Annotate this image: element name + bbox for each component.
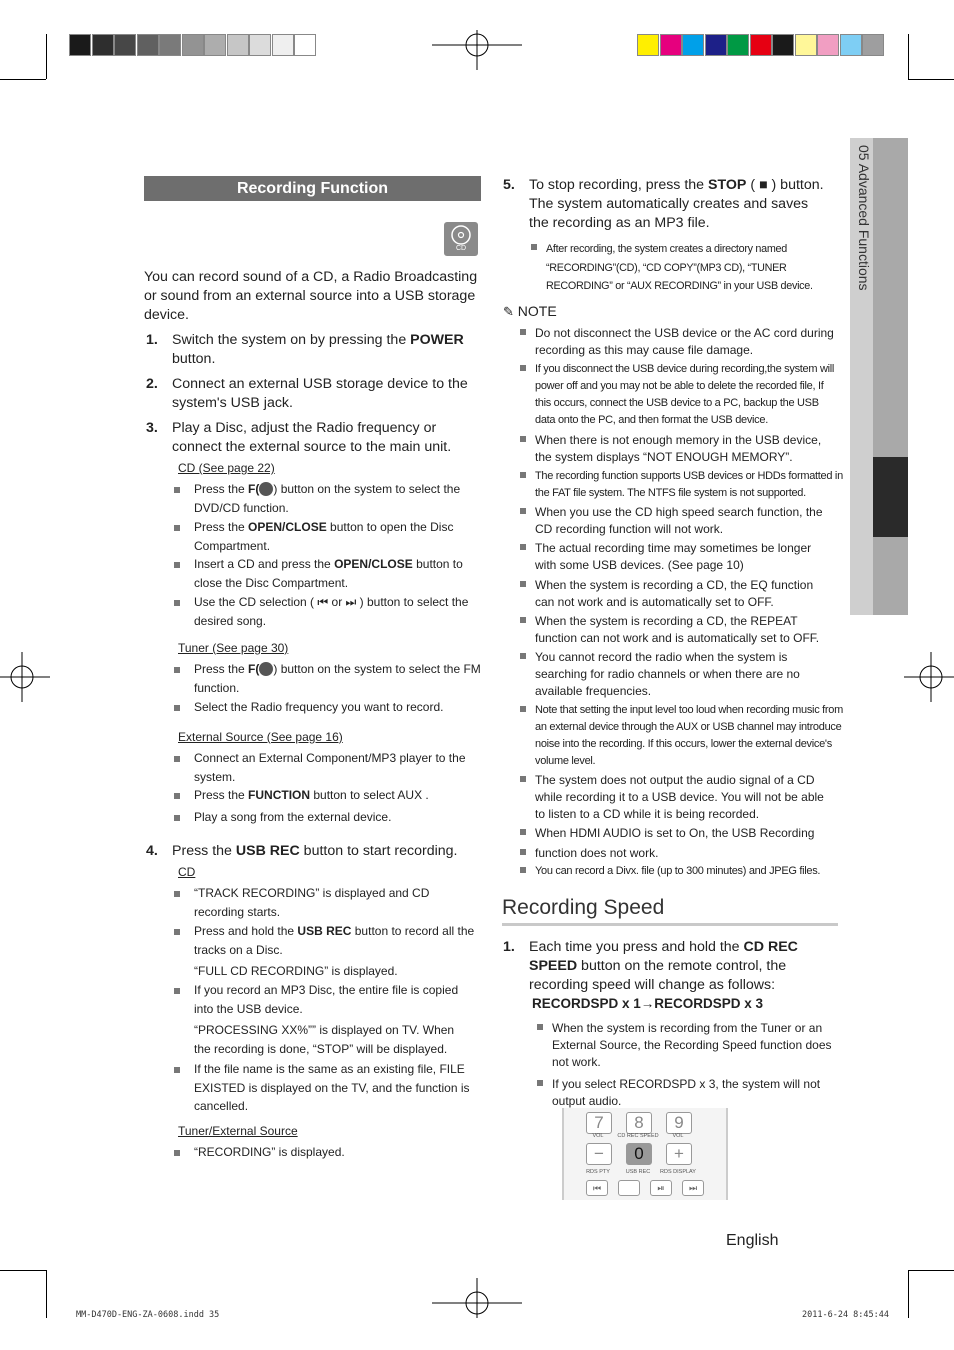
note-item: The system does not output the audio signal of a CD while recording it to a USB device. You will not be able to listen to a CD while it is being recorded. (535, 772, 835, 823)
color-swatch (114, 34, 136, 56)
list-item: If you record an MP3 Disc, the entire file is copied into the USB device. (194, 981, 480, 1018)
function-button-icon (259, 662, 273, 676)
remote-key: 0 (626, 1143, 652, 1165)
step-2 (146, 375, 477, 413)
step-1 (146, 331, 477, 369)
list-item-continuation: “FULL CD RECORDING” is displayed. (194, 964, 398, 978)
color-swatch (795, 34, 817, 56)
list-item: “TRACK RECORDING” is displayed and CD recording starts. (194, 884, 480, 921)
note-item: When there is not enough memory in the USB device, the system displays “NOT ENOUGH MEMORY”. (535, 432, 835, 466)
color-swatch (660, 34, 682, 56)
color-swatch (750, 34, 772, 56)
step4-tuner-heading: Tuner/External Source (178, 1124, 298, 1138)
remote-key-label: CD REC SPEED (617, 1133, 659, 1139)
remote-control-image (562, 1108, 728, 1200)
step-4: 4. Press the USB REC button to start recording. (146, 843, 458, 859)
list-item: If the file name is the same as an existing file, FILE EXISTED is displayed on the TV, and the function is cancelled. (194, 1060, 480, 1116)
remote-key: − (586, 1143, 612, 1165)
list-item: “RECORDING” is displayed. (194, 1143, 480, 1162)
color-swatch (772, 34, 794, 56)
pencil-icon: ✎ (503, 304, 514, 319)
list-item: Insert a CD and press the OPEN/CLOSE button to close the Disc Compartment. (194, 555, 480, 592)
remote-transport-key (618, 1180, 640, 1196)
note-title: NOTE (517, 303, 557, 319)
list-item: Connect an External Component/MP3 player to the system. (194, 749, 480, 786)
remote-transport-key: ⏮ (586, 1180, 608, 1196)
note-item: When you use the CD high speed search function, the CD recording function will not work. (535, 504, 835, 538)
language-label: English (726, 1232, 779, 1249)
remote-key: 7 (586, 1112, 612, 1134)
note-item: function does not work. (535, 845, 835, 862)
note-item: The recording function supports USB devices or HDDs formatted in the FAT file system. The NTFS file system is not supported. (535, 468, 843, 502)
note-item: Do not disconnect the USB device or the AC cord during recording as this may cause file damage. (535, 326, 834, 357)
note-item: You cannot record the radio when the system is searching for radio channels or when there are no available frequencies. (535, 649, 815, 700)
color-swatch (817, 34, 839, 56)
list-item: Press the FUNCTION button to select AUX . (194, 786, 480, 805)
step4-cd-heading: CD (178, 865, 196, 879)
registration-target-right (864, 632, 954, 722)
step-text: button. (172, 351, 216, 367)
list-item: Use the CD selection ( ⏮ or ⏭ ) button to select the desired song. (194, 593, 480, 630)
footer-timestamp: 2011-6-24 8:45:44 (802, 1310, 889, 1320)
external-section-heading: External Source (See page 16) (178, 730, 343, 744)
list-item-continuation: “PROCESSING XX%”” is displayed on TV. When the recording is done, “STOP” will be displayed. (194, 1023, 455, 1056)
color-swatch (840, 34, 862, 56)
color-swatch (92, 34, 114, 56)
list-item: Press the OPEN/CLOSE button to open the Disc Compartment. (194, 518, 480, 555)
note-item: When the system is recording a CD, the REPEAT function can not work and is automatically set to OFF. (535, 613, 835, 647)
remote-key-label: RDS PTY (586, 1169, 610, 1175)
color-swatch (272, 34, 294, 56)
remote-key-label: VOL (672, 1133, 684, 1139)
registration-target-bottom (432, 1258, 522, 1348)
remote-key: 8 (626, 1112, 652, 1134)
color-swatch (637, 34, 659, 56)
intro-paragraph: You can record sound of a CD, a Radio Broadcasting or sound from an external source into a USB storage device. (144, 269, 478, 323)
color-swatch (705, 34, 727, 56)
button-name: POWER (410, 332, 464, 348)
color-swatch (682, 34, 704, 56)
tuner-section-heading: Tuner (See page 30) (178, 641, 289, 655)
step-number: 2. (146, 376, 158, 392)
speed-step-1: 1. Each time you press and hold the CD REC SPEED button on the remote control, the recording speed will change as follows: (503, 939, 798, 993)
title-underline (502, 923, 838, 926)
color-swatch (227, 34, 249, 56)
list-item: Press the F( ) button on the system to select the DVD/CD function. (194, 480, 480, 517)
note-item: Note that setting the input level too loud when recording music from an external device through the AUX or USB channel may introduce noise into the recording. If this occurs, lower the external device's volume level. (535, 702, 843, 770)
color-swatch (249, 34, 271, 56)
color-swatch (727, 34, 749, 56)
registration-target-top (432, 0, 522, 90)
step-text: Play a Disc, adjust the Radio frequency or connect the external source to the main unit. (172, 420, 452, 455)
list-item: Select the Radio frequency you want to record. (194, 698, 484, 717)
step-text: Connect an external USB storage device to the system's USB jack. (172, 376, 468, 411)
step-number: 5. (503, 177, 515, 193)
remote-transport-key: ⏯ (650, 1180, 672, 1196)
color-swatch (137, 34, 159, 56)
note-item: When the system is recording a CD, the EQ function can not work and is automatically set to OFF. (535, 577, 835, 611)
step-text: Switch the system on by pressing the (172, 332, 411, 348)
note-item: The actual recording time may sometimes be longer with some USB devices. (See page 10) (535, 540, 835, 574)
note-item: You can record a Divx. file (up to 300 minutes) and JPEG files. (535, 863, 840, 880)
registration-target-left (0, 632, 90, 722)
step5-note: After recording, the system creates a directory named “RECORDING”(CD), “CD COPY”(MP3 CD), “TUNER RECORDING” or “AUX RECORDING” in your USB device. (546, 240, 818, 296)
color-swatch (204, 34, 226, 56)
recording-speed-title: Recording Speed (502, 896, 665, 919)
color-swatch (159, 34, 181, 56)
note-item: When HDMI AUDIO is set to On, the USB Recording (535, 825, 835, 842)
remote-key: 9 (666, 1112, 692, 1134)
cd-icon (444, 222, 478, 256)
cd-section-heading: CD (See page 22) (178, 461, 275, 475)
speed-note: When the system is recording from the Tuner or an External Source, the Recording Speed function does not work. (552, 1020, 840, 1071)
step-number: 3. (146, 420, 158, 436)
remote-key-label: VOL (592, 1133, 604, 1139)
remote-key-label: RDS DISPLAY (660, 1169, 696, 1175)
chapter-tab-marker (873, 457, 908, 537)
step-3 (146, 419, 477, 457)
remote-key: + (666, 1143, 692, 1165)
function-button-icon (259, 482, 273, 496)
list-item: Play a song from the external device. (194, 808, 480, 827)
color-swatch (69, 34, 91, 56)
step-5: 5. To stop recording, press the STOP ( ■ ) button. The system automatically creates and saves the recording as an MP3 file. (503, 177, 824, 231)
footer-file-info: MM-D470D-ENG-ZA-0608.indd 35 (76, 1310, 220, 1320)
step-number: 1. (146, 332, 158, 348)
step-number: 1. (503, 939, 515, 955)
remote-transport-key: ⏭ (682, 1180, 704, 1196)
color-swatch (294, 34, 316, 56)
cd-icon-label: CD (455, 245, 467, 252)
note-header (503, 303, 557, 320)
list-item: Press and hold the USB REC button to record all the tracks on a Disc. (194, 922, 480, 959)
list-item: Press the F( ) button on the system to select the FM function. (194, 660, 484, 697)
chapter-tab-strip (873, 138, 908, 615)
speed-note: If you select RECORDSPD x 3, the system will not output audio. (552, 1076, 840, 1110)
remote-key-label: USB REC (625, 1169, 651, 1175)
speed-sequence: RECORDSPD x 1→RECORDSPD x 3 (532, 996, 764, 1011)
step-number: 4. (146, 843, 158, 859)
chapter-label: 05 Advanced Functions (856, 145, 872, 291)
section-title: Recording Function (144, 176, 481, 201)
note-item: If you disconnect the USB device during recording,the system will power off and you may not be able to delete the recorded file, If this occurs, connect the USB device to a PC, backup the USB data onto the PC, and then format the USB device. (535, 361, 840, 429)
color-swatch (862, 34, 884, 56)
color-swatch (182, 34, 204, 56)
